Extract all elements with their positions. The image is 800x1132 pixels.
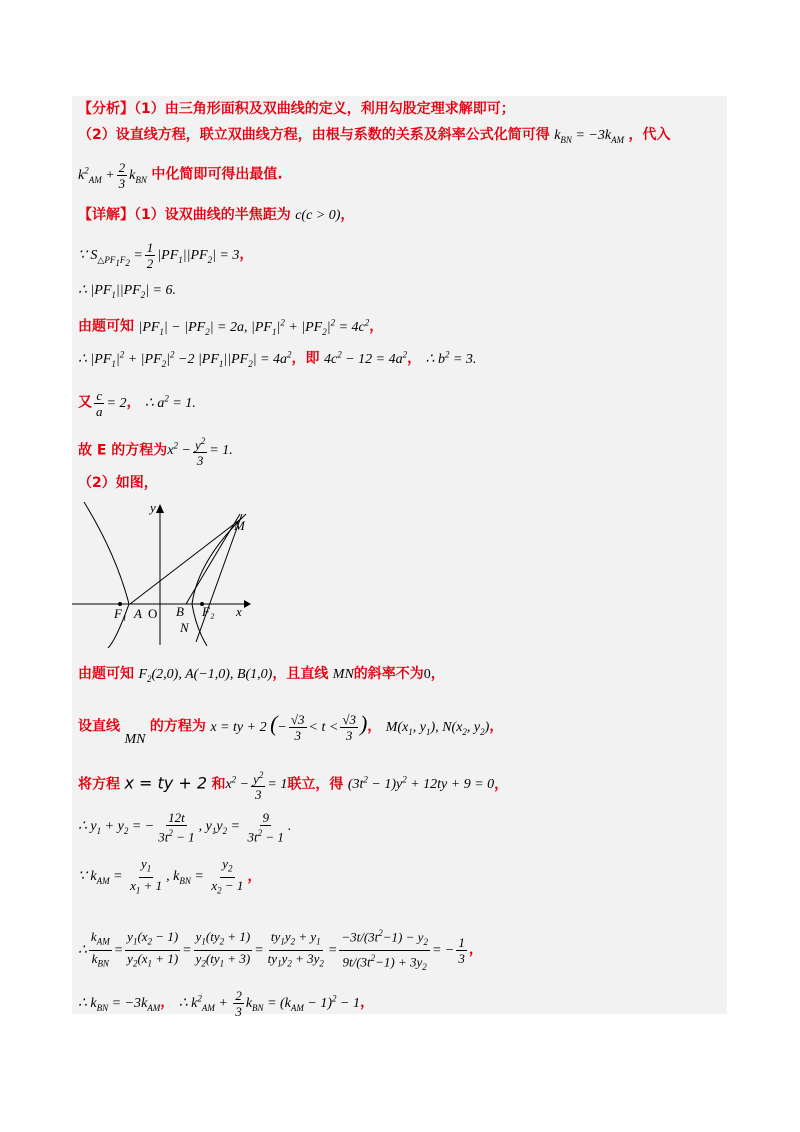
detail-text-1: （1）设双曲线的半焦距为 bbox=[134, 207, 291, 223]
analysis-line-3 bbox=[78, 160, 283, 191]
detail-line-7 bbox=[78, 434, 233, 468]
detail-text-7: 故 E 的方程为 bbox=[78, 442, 168, 459]
part2-eq-mn-points: $M(x_1$, $y_1$), $N(x_2$, $y_2$) bbox=[385, 719, 490, 737]
part2-text-3b: 和 bbox=[211, 776, 226, 793]
part2-eq-ratio: ∴ $\frac{k_{AM}}{k_{BN}}$ = $\frac{y_1(x_2 - 1)}{y_2(x_1 + 1)}$ = $\frac{y_1(ty_2 + 1)}{y_2(ty_1 + 3)}$ = $\frac{ty_1y_2 + y_1}{ty_1y_2 + 3y_2}$ = $\frac{-3t/(3t^2-1) - y_2}{9t/(3t^2-1) + 3y_2}$ = − $\frac{1}{3}$ bbox=[78, 928, 465, 972]
detail-eq-ratio: $\frac{c}{a}$ = 2 bbox=[96, 388, 127, 419]
part2-eq-points: $F_2(2,0)$, A(−1,0), B(1,0) bbox=[138, 667, 273, 684]
part2-text-3: 将方程 bbox=[78, 776, 120, 793]
detail-line-5 bbox=[78, 345, 476, 372]
analysis-tag: 【分析】 bbox=[78, 101, 134, 117]
label-f1: F₁ bbox=[114, 606, 127, 621]
analysis-line-1 bbox=[78, 100, 515, 118]
analysis-line-2 bbox=[78, 126, 671, 149]
analysis-text-2: （2）设直线方程，联立双曲线方程，由根与系数的关系及斜率公式化简可得 bbox=[78, 127, 550, 143]
detail-text-6: 又 bbox=[78, 394, 92, 411]
detail-eq-4c2: $4c^2 - 12 = 4a^2$ bbox=[323, 349, 408, 367]
hyperbola-figure bbox=[72, 500, 252, 648]
detail-eq-sq: ∴ $|PF_1|^2 + |PF_2|^2 -2$ $|PF_1||PF_2| = 4a^2$ bbox=[78, 349, 292, 369]
line-mn bbox=[196, 514, 242, 642]
part2-text-1b: ，且直线 bbox=[272, 666, 329, 682]
label-a: A bbox=[134, 606, 142, 621]
analysis-text-4: 中化简即可得出最值. bbox=[151, 166, 283, 183]
part2-comma-1: ， bbox=[430, 666, 445, 682]
detail-line-8 bbox=[78, 474, 158, 492]
detail-eq-c: c(c > 0) bbox=[295, 208, 341, 223]
part2-comma-2b: ， bbox=[489, 718, 504, 735]
label-y: y bbox=[150, 500, 156, 515]
part2-eq-kbn: ∴ $k_{BN} = -3k_{AM}$ bbox=[78, 995, 161, 1013]
part2-comma-2: ， bbox=[367, 718, 382, 735]
part2-comma-7b: ， bbox=[359, 994, 374, 1011]
label-f2: F₂ bbox=[202, 604, 215, 619]
part2-eq-hyperbola: $x^2$ − $\frac{y^2}{3}$ = 1 bbox=[225, 770, 288, 803]
detail-eq-a2: ∴ $a^2 = 1$. bbox=[144, 393, 196, 411]
part2-text-2b: 的方程为 bbox=[149, 718, 206, 735]
part2-eq-quadratic: $(3t^2 - 1)y^2 + 12ty + 9 = 0$ bbox=[347, 774, 495, 793]
detail-comma-2: ， bbox=[239, 246, 254, 263]
y-axis-arrow bbox=[156, 504, 164, 513]
detail-comma-1: ， bbox=[340, 207, 355, 223]
label-origin: O bbox=[148, 606, 158, 621]
detail-tag: 【详解】 bbox=[78, 207, 134, 223]
part2-text-1c: 的斜率不为 bbox=[353, 666, 424, 682]
analysis-eq-kbn: $k_{BN} = -3k_{AM}$ bbox=[554, 128, 625, 145]
part2-text-2: 设直线 bbox=[78, 718, 120, 735]
detail-line-1 bbox=[78, 206, 354, 225]
detail-line-4 bbox=[78, 313, 383, 340]
part2-eq-mn: MN bbox=[332, 667, 354, 682]
part2-eq-final: ∴ $k^2_{AM}$ + $\frac{2}{3}$ $k_{BN} = (k_{AM} - 1)^2 - 1$ bbox=[178, 988, 360, 1019]
detail-eq-b2: ∴ $b^2 = 3$. bbox=[425, 349, 477, 367]
part2-eq-line: x = ty + 2 (− $\frac{√3}{3}$ < t < $\frac{√3}{3}$ ) bbox=[210, 710, 368, 743]
detail-line-6 bbox=[78, 388, 196, 419]
detail-eq-def: $|PF_1| - |PF_2| = 2a$, $|PF_1|^2 + |PF_2|^2 = 4c^2$ bbox=[138, 317, 370, 337]
detail-comma-6: ， bbox=[126, 394, 141, 411]
detail-comma-5: ， bbox=[407, 350, 422, 367]
part2-text-3c: 联立，得 bbox=[287, 776, 344, 793]
hyperbola-left-branch bbox=[84, 502, 129, 648]
part2-line-7 bbox=[78, 988, 374, 1019]
part2-eq-mn-2: MN bbox=[124, 731, 146, 747]
detail-line-3 bbox=[78, 281, 176, 304]
part2-eq-slopes: ∵ $k_{AM}$ = $\frac{y_1}{x_1 + 1}$ , $k_{BN}$ = $\frac{y_2}{x_2 - 1}$ bbox=[78, 856, 244, 896]
part2-line-4 bbox=[78, 810, 291, 844]
analysis-text-3: ，代入 bbox=[628, 127, 671, 143]
part2-line-5 bbox=[78, 856, 261, 898]
x-axis-arrow bbox=[244, 600, 251, 608]
part2-eq-vieta: ∴ $y_1 + y_2$ = − $\frac{12t}{3t^2 - 1}$ , $y_1y_2$ = $\frac{9}{3t^2 - 1}$ . bbox=[78, 810, 292, 845]
label-n: N bbox=[180, 620, 189, 635]
part2-eq-line-short: x = ty + 2 bbox=[124, 773, 207, 793]
detail-line-2 bbox=[78, 240, 253, 271]
detail-eq-hyperbola: $x^2$ − $\frac{y^2}{3}$ = 1. bbox=[167, 436, 233, 469]
analysis-text-1: （1）由三角形面积及双曲线的定义，利用勾股定理求解即可； bbox=[134, 101, 515, 117]
detail-comma-4: ， bbox=[369, 318, 384, 335]
part2-comma-5: ， bbox=[247, 868, 262, 885]
part2-line-6 bbox=[78, 926, 483, 975]
analysis-eq-expr: $k^2_{AM}$ + $\frac{2}{3}$ $k_{BN}$ bbox=[78, 160, 147, 191]
part2-line-3 bbox=[78, 768, 508, 802]
label-b: B bbox=[176, 604, 184, 619]
detail-eq-product: ∴ $|PF_1||PF_2| = 6$. bbox=[78, 283, 176, 300]
part2-line-2 bbox=[78, 710, 504, 747]
part2-line-1 bbox=[78, 665, 445, 688]
part2-comma-7: ， bbox=[160, 994, 175, 1011]
detail-text-4: 由题可知 bbox=[78, 318, 134, 335]
part2-comma-6: ， bbox=[468, 941, 483, 958]
detail-text-8: （2）如图， bbox=[78, 475, 158, 491]
detail-eq-area: ∵ $S_{\triangle PF_1F_2}$ = $\frac{1}{2}$ $|PF_1||PF_2| = 3$ bbox=[78, 240, 240, 271]
part2-eq-zero: 0 bbox=[423, 667, 431, 682]
part2-comma-3: ， bbox=[494, 776, 509, 793]
label-m: M bbox=[234, 518, 245, 533]
line-bn bbox=[186, 514, 240, 604]
detail-text-5: ，即 bbox=[291, 350, 320, 367]
label-x: x bbox=[236, 604, 242, 619]
part2-text-1: 由题可知 bbox=[78, 666, 134, 682]
